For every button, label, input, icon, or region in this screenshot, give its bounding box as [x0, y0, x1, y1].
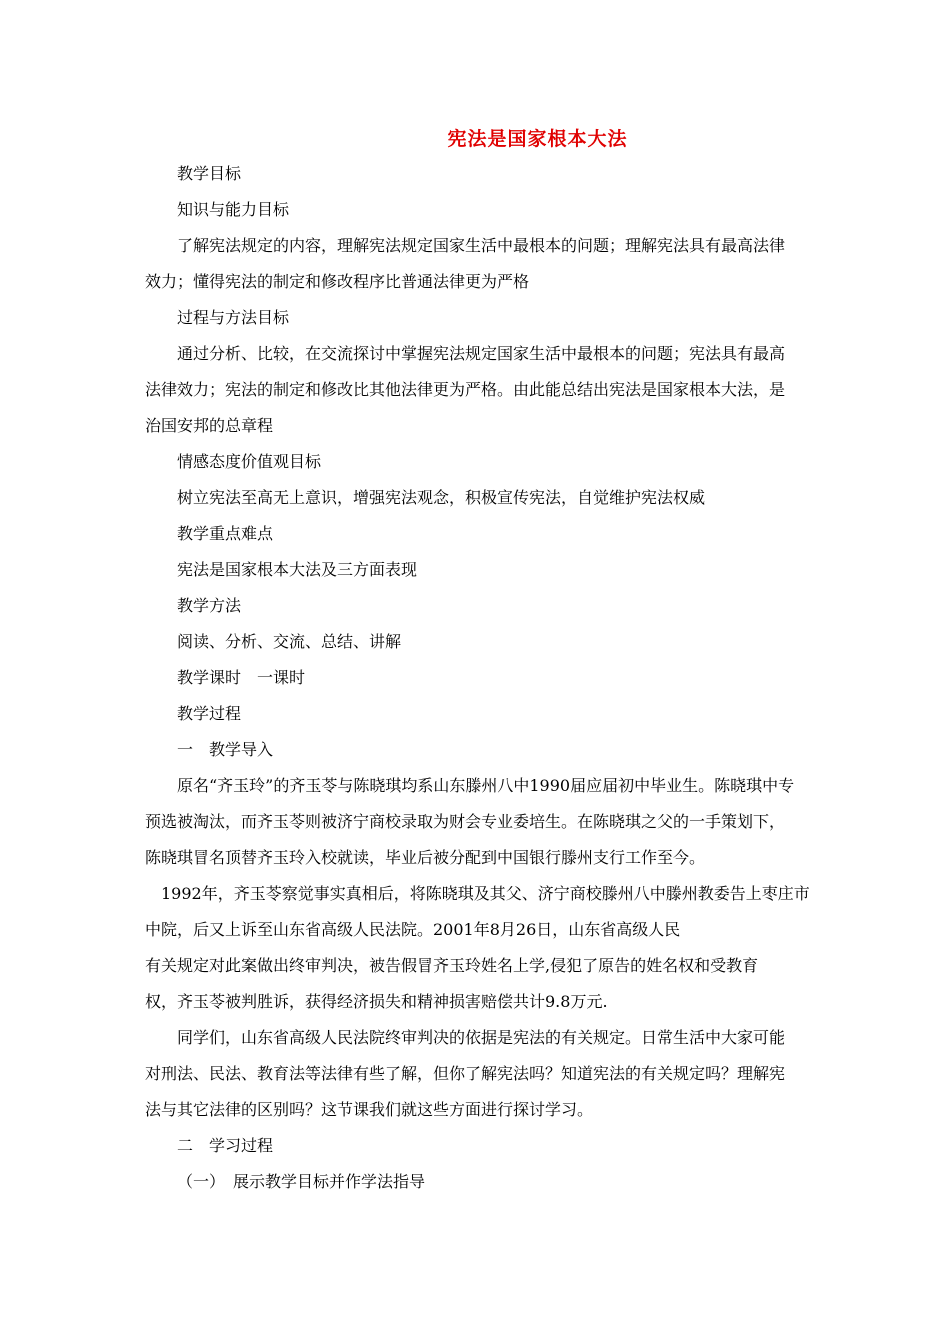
text-line: 效力；懂得宪法的制定和修改程序比普通法律更为严格 [145, 272, 530, 291]
text-line: 宪法是国家根本大法及三方面表现 [177, 560, 418, 579]
document-title: 宪法是国家根本大法 [447, 128, 628, 150]
text-line: 预选被淘汰，而齐玉苓则被济宁商校录取为财会专业委培生。在陈晓琪之父的一手策划下， [145, 812, 786, 831]
text-line: 通过分析、比较，在交流探讨中掌握宪法规定国家生活中最根本的问题；宪法具有最高 [177, 344, 786, 363]
text-line: 原名“齐玉玲”的齐玉苓与陈晓琪均系山东滕州八中1990届应届初中毕业生。陈晓琪中专 [177, 776, 795, 795]
text-line: 陈晓琪冒名顶替齐玉玲入校就读，毕业后被分配到中国银行滕州支行工作至今。 [145, 848, 706, 867]
text-line: 治国安邦的总章程 [145, 416, 274, 435]
text-line: 教学目标 [177, 164, 242, 183]
text-line: 法与其它法律的区别吗？这节课我们就这些方面进行探讨学习。 [145, 1100, 594, 1119]
text-line: 过程与方法目标 [177, 308, 290, 327]
text-line: 教学课时 一课时 [177, 668, 306, 687]
text-line: 权，齐玉苓被判胜诉，获得经济损失和精神损害赔偿共计9.8万元. [145, 992, 608, 1011]
text-line: 了解宪法规定的内容，理解宪法规定国家生活中最根本的问题；理解宪法具有最高法律 [177, 236, 786, 255]
text-line: 对刑法、民法、教育法等法律有些了解，但你了解宪法吗？知道宪法的有关规定吗？理解宪 [145, 1064, 786, 1083]
text-line: 树立宪法至高无上意识，增强宪法观念，积极宣传宪法，自觉维护宪法权威 [177, 488, 706, 507]
text-line: 情感态度价值观目标 [177, 452, 322, 471]
text-line: 二 学习过程 [177, 1136, 274, 1155]
text-line: 教学方法 [177, 596, 242, 615]
text-line: 知识与能力目标 [177, 200, 290, 219]
text-line: （一） 展示教学目标并作学法指导 [177, 1172, 426, 1191]
text-line: 一 教学导入 [177, 740, 274, 759]
text-line: 1992年，齐玉苓察觉事实真相后，将陈晓琪及其父、济宁商校滕州八中滕州教委告上枣庄市 [161, 884, 810, 903]
text-line: 教学重点难点 [177, 524, 274, 543]
text-line: 教学过程 [177, 704, 242, 723]
text-line: 法律效力；宪法的制定和修改比其他法律更为严格。由此能总结出宪法是国家根本大法，是 [145, 380, 786, 399]
text-line: 中院，后又上诉至山东省高级人民法院。2001年8月26日，山东省高级人民 [145, 920, 681, 939]
text-line: 同学们，山东省高级人民法院终审判决的依据是宪法的有关规定。日常生活中大家可能 [177, 1028, 786, 1047]
text-line: 阅读、分析、交流、总结、讲解 [177, 632, 402, 651]
text-line: 有关规定对此案做出终审判决，被告假冒齐玉玲姓名上学,侵犯了原告的姓名权和受教育 [145, 956, 759, 975]
